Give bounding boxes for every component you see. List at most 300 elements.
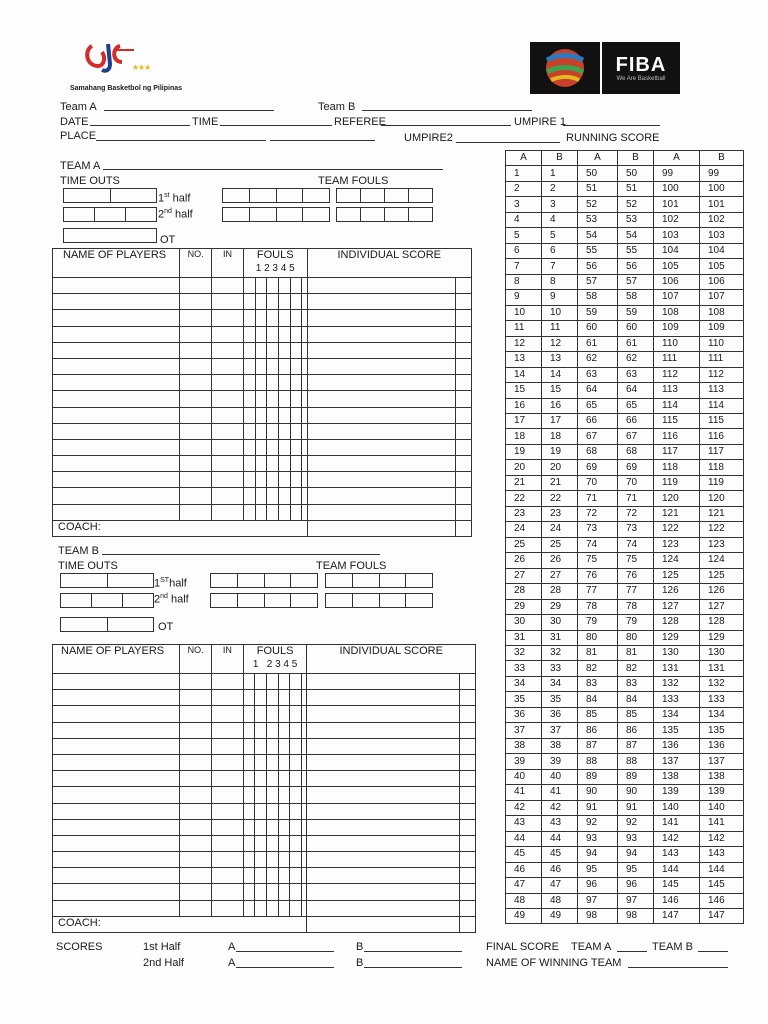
- running-score-cell[interactable]: 86: [618, 723, 654, 738]
- team-b-player-cell[interactable]: [212, 771, 244, 787]
- team-b-player-cell[interactable]: [255, 852, 267, 868]
- running-score-cell[interactable]: 112: [700, 367, 744, 382]
- running-score-cell[interactable]: 130: [654, 646, 700, 661]
- running-score-cell[interactable]: 44: [506, 831, 542, 846]
- team-a-player-cell[interactable]: [278, 456, 290, 472]
- running-score-cell[interactable]: 87: [618, 738, 654, 753]
- running-score-cell[interactable]: 55: [618, 243, 654, 258]
- team-a-player-cell[interactable]: [267, 342, 279, 358]
- running-score-cell[interactable]: 106: [654, 274, 700, 289]
- team-a-player-cell[interactable]: [307, 375, 455, 391]
- team-b-player-cell[interactable]: [53, 771, 180, 787]
- running-score-cell[interactable]: 69: [618, 460, 654, 475]
- running-score-cell[interactable]: 57: [578, 274, 618, 289]
- running-score-cell[interactable]: 137: [700, 754, 744, 769]
- team-a-player-cell[interactable]: [278, 439, 290, 455]
- team-b-player-cell[interactable]: [212, 900, 244, 916]
- running-score-cell[interactable]: 135: [700, 723, 744, 738]
- running-score-cell[interactable]: 60: [578, 321, 618, 336]
- team-b-player-cell[interactable]: [307, 754, 460, 770]
- running-score-cell[interactable]: 52: [618, 197, 654, 212]
- team-a-player-cell[interactable]: [267, 326, 279, 342]
- team-a-player-cell[interactable]: [243, 439, 255, 455]
- team-b-player-cell[interactable]: [307, 690, 460, 706]
- team-a-player-cell[interactable]: [290, 407, 302, 423]
- running-score-cell[interactable]: 138: [654, 769, 700, 784]
- team-b-player-cell[interactable]: [243, 771, 255, 787]
- team-a-player-cell[interactable]: [290, 423, 302, 439]
- running-score-cell[interactable]: 5: [506, 228, 542, 243]
- team-b-player-cell[interactable]: [180, 900, 212, 916]
- team-a-player-cell[interactable]: [180, 278, 212, 294]
- team-b-player-cell[interactable]: [53, 884, 180, 900]
- running-score-cell[interactable]: 106: [700, 274, 744, 289]
- team-b-player-cell[interactable]: [180, 835, 212, 851]
- team-a-player-cell[interactable]: [53, 456, 180, 472]
- running-score-cell[interactable]: 78: [618, 599, 654, 614]
- team-b-player-cell[interactable]: [307, 835, 460, 851]
- running-score-cell[interactable]: 1: [506, 166, 542, 181]
- team-a-player-cell[interactable]: [255, 278, 267, 294]
- team-b-player-cell[interactable]: [278, 787, 290, 803]
- team-a-player-cell[interactable]: [243, 326, 255, 342]
- team-b-player-cell[interactable]: [267, 819, 279, 835]
- running-score-cell[interactable]: 5: [542, 228, 578, 243]
- running-score-cell[interactable]: 117: [654, 444, 700, 459]
- team-a-player-cell[interactable]: [255, 488, 267, 504]
- running-score-cell[interactable]: 121: [654, 506, 700, 521]
- running-score-cell[interactable]: 100: [700, 181, 744, 196]
- team-b-player-cell[interactable]: [267, 900, 279, 916]
- team-a-player-cell[interactable]: [243, 278, 255, 294]
- running-score-cell[interactable]: 64: [578, 383, 618, 398]
- team-b-player-cell[interactable]: [460, 706, 476, 722]
- running-score-cell[interactable]: 76: [578, 568, 618, 583]
- running-score-cell[interactable]: 8: [506, 274, 542, 289]
- running-score-cell[interactable]: 88: [578, 754, 618, 769]
- team-a-player-cell[interactable]: [290, 456, 302, 472]
- running-score-cell[interactable]: 128: [654, 615, 700, 630]
- umpire1-field[interactable]: [563, 125, 660, 126]
- team-b-player-cell[interactable]: [307, 722, 460, 738]
- running-score-cell[interactable]: 14: [506, 367, 542, 382]
- running-score-cell[interactable]: 11: [542, 321, 578, 336]
- team-b-player-cell[interactable]: [212, 852, 244, 868]
- running-score-cell[interactable]: 54: [618, 228, 654, 243]
- team-b-player-cell[interactable]: [278, 868, 290, 884]
- running-score-cell[interactable]: 54: [578, 228, 618, 243]
- team-b-player-cell[interactable]: [212, 819, 244, 835]
- team-b-player-cell[interactable]: [307, 738, 460, 754]
- running-score-cell[interactable]: 123: [700, 537, 744, 552]
- running-score-cell[interactable]: 77: [618, 584, 654, 599]
- running-score-cell[interactable]: 9: [542, 290, 578, 305]
- running-score-cell[interactable]: 118: [654, 460, 700, 475]
- team-b-player-cell[interactable]: [53, 787, 180, 803]
- running-score-cell[interactable]: 113: [700, 383, 744, 398]
- running-score-cell[interactable]: 125: [654, 568, 700, 583]
- running-score-cell[interactable]: 111: [654, 352, 700, 367]
- running-score-cell[interactable]: 71: [618, 491, 654, 506]
- team-b-player-cell[interactable]: [290, 771, 302, 787]
- team-a-player-cell[interactable]: [212, 294, 244, 310]
- umpire2-field[interactable]: [456, 142, 560, 143]
- team-a-player-cell[interactable]: [267, 278, 279, 294]
- team-b-fouls-q4[interactable]: [325, 593, 433, 608]
- running-score-cell[interactable]: 105: [700, 259, 744, 274]
- team-a-player-cell[interactable]: [212, 391, 244, 407]
- running-score-cell[interactable]: 83: [578, 676, 618, 691]
- team-b-player-cell[interactable]: [53, 835, 180, 851]
- team-a-player-cell[interactable]: [180, 375, 212, 391]
- running-score-cell[interactable]: 120: [654, 491, 700, 506]
- team-b-player-cell[interactable]: [255, 754, 267, 770]
- running-score-cell[interactable]: 28: [542, 584, 578, 599]
- team-a-player-cell[interactable]: [53, 423, 180, 439]
- running-score-cell[interactable]: 73: [578, 522, 618, 537]
- team-a-player-cell[interactable]: [307, 326, 455, 342]
- winning-team-field[interactable]: [628, 967, 728, 968]
- team-a-timeouts-1st-half[interactable]: [63, 188, 157, 203]
- team-a-player-cell[interactable]: [278, 504, 290, 520]
- team-a-player-cell[interactable]: [307, 472, 455, 488]
- running-score-cell[interactable]: 32: [542, 646, 578, 661]
- team-a-player-cell[interactable]: [267, 358, 279, 374]
- team-a-player-cell[interactable]: [307, 278, 455, 294]
- running-score-cell[interactable]: 50: [618, 166, 654, 181]
- running-score-cell[interactable]: 42: [542, 800, 578, 815]
- running-score-cell[interactable]: 11: [506, 321, 542, 336]
- running-score-cell[interactable]: 58: [618, 290, 654, 305]
- team-a-player-cell[interactable]: [180, 472, 212, 488]
- team-a-player-cell[interactable]: [278, 294, 290, 310]
- running-score-cell[interactable]: 92: [578, 816, 618, 831]
- team-b-player-cell[interactable]: [307, 706, 460, 722]
- running-score-cell[interactable]: 70: [618, 475, 654, 490]
- running-score-cell[interactable]: 17: [506, 413, 542, 428]
- team-b-player-cell[interactable]: [53, 722, 180, 738]
- team-a-fouls-q1[interactable]: [222, 188, 330, 203]
- running-score-cell[interactable]: 99: [654, 166, 700, 181]
- running-score-cell[interactable]: 121: [700, 506, 744, 521]
- team-b-player-cell[interactable]: [243, 819, 255, 835]
- team-a-player-cell[interactable]: [456, 423, 472, 439]
- team-b-player-cell[interactable]: [180, 852, 212, 868]
- running-score-cell[interactable]: 64: [618, 383, 654, 398]
- team-b-player-cell[interactable]: [212, 722, 244, 738]
- team-b-timeouts-ot[interactable]: [60, 617, 154, 632]
- team-b-player-cell[interactable]: [267, 690, 279, 706]
- team-a-player-cell[interactable]: [212, 278, 244, 294]
- running-score-cell[interactable]: 127: [654, 599, 700, 614]
- running-score-cell[interactable]: 73: [618, 522, 654, 537]
- team-a-player-cell[interactable]: [255, 456, 267, 472]
- team-a-player-cell[interactable]: [243, 310, 255, 326]
- team-b-player-cell[interactable]: [243, 738, 255, 754]
- running-score-cell[interactable]: 103: [700, 228, 744, 243]
- running-score-cell[interactable]: 93: [618, 831, 654, 846]
- team-a-player-cell[interactable]: [53, 407, 180, 423]
- second-half-a-field[interactable]: [236, 967, 334, 968]
- running-score-cell[interactable]: 39: [542, 754, 578, 769]
- running-score-cell[interactable]: 145: [654, 878, 700, 893]
- team-b-player-cell[interactable]: [243, 835, 255, 851]
- running-score-cell[interactable]: 10: [506, 305, 542, 320]
- running-score-cell[interactable]: 18: [542, 429, 578, 444]
- running-score-cell[interactable]: 90: [578, 785, 618, 800]
- team-a-player-cell[interactable]: [456, 504, 472, 520]
- team-a-player-cell[interactable]: [267, 423, 279, 439]
- running-score-cell[interactable]: 8: [542, 274, 578, 289]
- running-score-cell[interactable]: 62: [578, 352, 618, 367]
- team-b-player-cell[interactable]: [290, 738, 302, 754]
- running-score-cell[interactable]: 61: [618, 336, 654, 351]
- running-score-cell[interactable]: 81: [618, 646, 654, 661]
- running-score-cell[interactable]: 41: [542, 785, 578, 800]
- team-b-player-cell[interactable]: [180, 754, 212, 770]
- running-score-cell[interactable]: 130: [700, 646, 744, 661]
- team-b-player-cell[interactable]: [460, 852, 476, 868]
- running-score-cell[interactable]: 29: [506, 599, 542, 614]
- team-b-player-cell[interactable]: [290, 852, 302, 868]
- team-a-section-field[interactable]: [103, 169, 443, 170]
- team-a-player-cell[interactable]: [243, 504, 255, 520]
- running-score-cell[interactable]: 133: [654, 692, 700, 707]
- running-score-cell[interactable]: 89: [578, 769, 618, 784]
- team-b-player-cell[interactable]: [243, 674, 255, 690]
- running-score-cell[interactable]: 40: [542, 769, 578, 784]
- team-b-player-cell[interactable]: [180, 722, 212, 738]
- running-score-cell[interactable]: 10: [542, 305, 578, 320]
- team-b-timeouts-2nd-half[interactable]: [60, 593, 154, 608]
- running-score-cell[interactable]: 7: [506, 259, 542, 274]
- team-a-player-cell[interactable]: [180, 294, 212, 310]
- running-score-cell[interactable]: 94: [618, 847, 654, 862]
- running-score-cell[interactable]: 113: [654, 383, 700, 398]
- running-score-cell[interactable]: 50: [578, 166, 618, 181]
- team-a-player-cell[interactable]: [307, 294, 455, 310]
- running-score-cell[interactable]: 49: [506, 908, 542, 923]
- team-a-player-cell[interactable]: [53, 278, 180, 294]
- team-b-player-cell[interactable]: [460, 690, 476, 706]
- running-score-cell[interactable]: 90: [618, 785, 654, 800]
- running-score-cell[interactable]: 87: [578, 738, 618, 753]
- team-b-player-cell[interactable]: [53, 803, 180, 819]
- team-b-player-cell[interactable]: [278, 706, 290, 722]
- running-score-cell[interactable]: 139: [700, 785, 744, 800]
- running-score-cell[interactable]: 85: [618, 707, 654, 722]
- running-score-cell[interactable]: 55: [578, 243, 618, 258]
- running-score-cell[interactable]: 110: [654, 336, 700, 351]
- team-a-player-cell[interactable]: [53, 326, 180, 342]
- team-a-player-cell[interactable]: [180, 488, 212, 504]
- running-score-cell[interactable]: 131: [654, 661, 700, 676]
- team-a-player-cell[interactable]: [290, 294, 302, 310]
- team-b-player-cell[interactable]: [53, 674, 180, 690]
- team-a-field[interactable]: [104, 110, 274, 111]
- running-score-cell[interactable]: 95: [618, 862, 654, 877]
- team-a-player-cell[interactable]: [456, 472, 472, 488]
- team-b-player-cell[interactable]: [307, 868, 460, 884]
- team-a-player-cell[interactable]: [212, 375, 244, 391]
- team-b-player-cell[interactable]: [212, 674, 244, 690]
- team-a-player-cell[interactable]: [212, 358, 244, 374]
- team-b-player-cell[interactable]: [267, 835, 279, 851]
- team-b-player-cell[interactable]: [267, 852, 279, 868]
- running-score-cell[interactable]: 100: [654, 181, 700, 196]
- running-score-cell[interactable]: 96: [618, 878, 654, 893]
- running-score-cell[interactable]: 143: [654, 847, 700, 862]
- running-score-cell[interactable]: 136: [654, 738, 700, 753]
- team-a-fouls-q4[interactable]: [336, 207, 433, 222]
- team-a-player-cell[interactable]: [255, 391, 267, 407]
- running-score-cell[interactable]: 68: [578, 444, 618, 459]
- running-score-cell[interactable]: 60: [618, 321, 654, 336]
- team-a-player-cell[interactable]: [212, 407, 244, 423]
- team-a-player-cell[interactable]: [290, 310, 302, 326]
- team-b-player-cell[interactable]: [255, 690, 267, 706]
- team-a-player-cell[interactable]: [456, 278, 472, 294]
- team-a-player-cell[interactable]: [278, 423, 290, 439]
- team-a-player-cell[interactable]: [290, 472, 302, 488]
- team-a-player-cell[interactable]: [290, 504, 302, 520]
- team-b-player-cell[interactable]: [212, 706, 244, 722]
- team-a-player-cell[interactable]: [180, 391, 212, 407]
- team-b-player-cell[interactable]: [460, 738, 476, 754]
- team-b-player-cell[interactable]: [180, 803, 212, 819]
- second-half-b-field[interactable]: [364, 967, 462, 968]
- team-b-player-cell[interactable]: [460, 835, 476, 851]
- team-b-player-cell[interactable]: [53, 819, 180, 835]
- team-a-player-cell[interactable]: [456, 439, 472, 455]
- running-score-cell[interactable]: 12: [542, 336, 578, 351]
- running-score-cell[interactable]: 140: [654, 800, 700, 815]
- team-b-player-cell[interactable]: [278, 754, 290, 770]
- team-a-player-cell[interactable]: [212, 504, 244, 520]
- team-b-field[interactable]: [362, 110, 532, 111]
- team-b-player-cell[interactable]: [212, 787, 244, 803]
- team-b-player-cell[interactable]: [255, 803, 267, 819]
- team-b-player-cell[interactable]: [255, 771, 267, 787]
- running-score-cell[interactable]: 125: [700, 568, 744, 583]
- running-score-cell[interactable]: 34: [506, 676, 542, 691]
- team-a-player-cell[interactable]: [212, 326, 244, 342]
- running-score-cell[interactable]: 19: [542, 444, 578, 459]
- team-b-fouls-q3[interactable]: [210, 593, 318, 608]
- running-score-cell[interactable]: 144: [700, 862, 744, 877]
- team-a-player-cell[interactable]: [278, 375, 290, 391]
- place-field[interactable]: [96, 140, 266, 141]
- running-score-cell[interactable]: 109: [700, 321, 744, 336]
- running-score-cell[interactable]: 58: [578, 290, 618, 305]
- running-score-cell[interactable]: 27: [506, 568, 542, 583]
- running-score-cell[interactable]: 70: [578, 475, 618, 490]
- team-b-player-cell[interactable]: [290, 819, 302, 835]
- team-a-player-cell[interactable]: [255, 407, 267, 423]
- team-a-player-cell[interactable]: [267, 294, 279, 310]
- running-score-cell[interactable]: 28: [506, 584, 542, 599]
- team-a-player-cell[interactable]: [212, 472, 244, 488]
- running-score-cell[interactable]: 109: [654, 321, 700, 336]
- running-score-cell[interactable]: 65: [578, 398, 618, 413]
- running-score-cell[interactable]: 48: [542, 893, 578, 908]
- running-score-cell[interactable]: 76: [618, 568, 654, 583]
- team-a-timeouts-ot[interactable]: [63, 228, 157, 243]
- team-a-player-cell[interactable]: [180, 407, 212, 423]
- running-score-cell[interactable]: 19: [506, 444, 542, 459]
- team-b-player-cell[interactable]: [290, 787, 302, 803]
- running-score-cell[interactable]: 126: [654, 584, 700, 599]
- team-b-player-cell[interactable]: [255, 738, 267, 754]
- running-score-cell[interactable]: 83: [618, 676, 654, 691]
- team-a-player-cell[interactable]: [290, 342, 302, 358]
- running-score-cell[interactable]: 114: [700, 398, 744, 413]
- running-score-cell[interactable]: 82: [618, 661, 654, 676]
- team-a-player-cell[interactable]: [267, 407, 279, 423]
- team-a-player-cell[interactable]: [456, 391, 472, 407]
- running-score-cell[interactable]: 63: [578, 367, 618, 382]
- team-b-player-cell[interactable]: [278, 674, 290, 690]
- team-a-player-cell[interactable]: [307, 407, 455, 423]
- team-b-player-cell[interactable]: [180, 771, 212, 787]
- team-a-player-cell[interactable]: [290, 439, 302, 455]
- running-score-cell[interactable]: 85: [578, 707, 618, 722]
- running-score-cell[interactable]: 102: [654, 212, 700, 227]
- team-a-player-cell[interactable]: [243, 294, 255, 310]
- team-a-player-cell[interactable]: [212, 456, 244, 472]
- team-b-player-cell[interactable]: [460, 787, 476, 803]
- team-b-player-cell[interactable]: [212, 754, 244, 770]
- running-score-cell[interactable]: 147: [700, 908, 744, 923]
- running-score-cell[interactable]: 32: [506, 646, 542, 661]
- running-score-cell[interactable]: 78: [578, 599, 618, 614]
- running-score-cell[interactable]: 96: [578, 878, 618, 893]
- running-score-cell[interactable]: 107: [700, 290, 744, 305]
- team-a-player-cell[interactable]: [212, 439, 244, 455]
- running-score-cell[interactable]: 41: [506, 785, 542, 800]
- running-score-cell[interactable]: 20: [506, 460, 542, 475]
- running-score-cell[interactable]: 21: [506, 475, 542, 490]
- team-b-player-cell[interactable]: [255, 835, 267, 851]
- running-score-cell[interactable]: 112: [654, 367, 700, 382]
- team-b-player-cell[interactable]: [267, 722, 279, 738]
- team-b-player-cell[interactable]: [243, 706, 255, 722]
- team-b-player-cell[interactable]: [290, 674, 302, 690]
- team-b-player-cell[interactable]: [307, 803, 460, 819]
- team-b-player-cell[interactable]: [212, 803, 244, 819]
- team-b-player-cell[interactable]: [267, 787, 279, 803]
- team-b-player-cell[interactable]: [243, 884, 255, 900]
- running-score-cell[interactable]: 37: [542, 723, 578, 738]
- running-score-cell[interactable]: 49: [542, 908, 578, 923]
- team-b-player-cell[interactable]: [460, 754, 476, 770]
- team-b-player-cell[interactable]: [290, 690, 302, 706]
- running-score-cell[interactable]: 47: [542, 878, 578, 893]
- team-b-player-cell[interactable]: [460, 674, 476, 690]
- team-b-player-cell[interactable]: [278, 690, 290, 706]
- running-score-cell[interactable]: 146: [654, 893, 700, 908]
- running-score-cell[interactable]: 127: [700, 599, 744, 614]
- team-b-player-cell[interactable]: [460, 722, 476, 738]
- team-b-player-cell[interactable]: [290, 868, 302, 884]
- team-a-player-cell[interactable]: [307, 391, 455, 407]
- running-score-cell[interactable]: 23: [542, 506, 578, 521]
- running-score-cell[interactable]: 122: [700, 522, 744, 537]
- final-team-a-field[interactable]: [617, 951, 647, 952]
- team-b-player-cell[interactable]: [278, 738, 290, 754]
- running-score-cell[interactable]: 140: [700, 800, 744, 815]
- running-score-cell[interactable]: 56: [618, 259, 654, 274]
